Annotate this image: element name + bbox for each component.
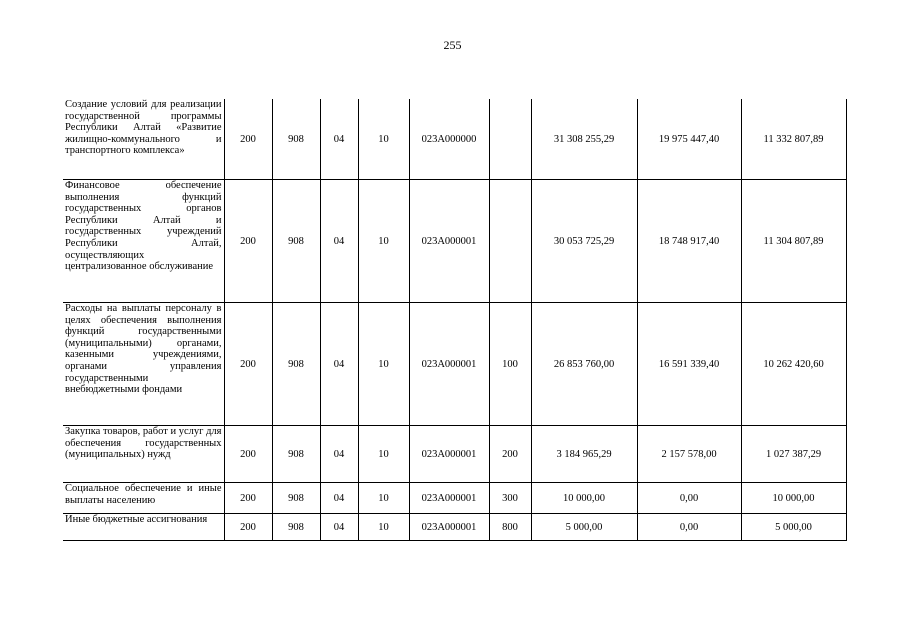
cell-code-1: 200 [224, 180, 272, 303]
cell-code-4: 10 [358, 99, 409, 180]
row-description: Иные бюджетные ассигнования [63, 514, 224, 541]
cell-code-1: 200 [224, 483, 272, 514]
cell-amount-3: 5 000,00 [741, 514, 846, 541]
cell-expense-type: 100 [489, 303, 531, 426]
cell-expense-type [489, 180, 531, 303]
cell-expense-type: 800 [489, 514, 531, 541]
table-row [63, 426, 846, 483]
cell-code-3: 04 [320, 426, 358, 483]
table-row [63, 514, 846, 541]
cell-code-2: 908 [272, 303, 320, 426]
cell-code-4: 10 [358, 426, 409, 483]
cell-amount-2: 18 748 917,40 [637, 180, 741, 303]
table-row [63, 180, 846, 303]
cell-target-article: 023А000000 [409, 99, 489, 180]
cell-amount-1: 31 308 255,29 [531, 99, 637, 180]
cell-code-4: 10 [358, 303, 409, 426]
cell-expense-type: 200 [489, 426, 531, 483]
cell-amount-3: 10 000,00 [741, 483, 846, 514]
cell-code-2: 908 [272, 483, 320, 514]
cell-amount-1: 3 184 965,29 [531, 426, 637, 483]
cell-code-2: 908 [272, 514, 320, 541]
cell-target-article: 023А000001 [409, 514, 489, 541]
cell-code-3: 04 [320, 99, 358, 180]
table-row [63, 99, 846, 180]
cell-amount-3: 10 262 420,60 [741, 303, 846, 426]
cell-code-1: 200 [224, 303, 272, 426]
cell-code-4: 10 [358, 483, 409, 514]
cell-code-4: 10 [358, 514, 409, 541]
cell-code-1: 200 [224, 514, 272, 541]
cell-amount-3: 11 304 807,89 [741, 180, 846, 303]
cell-code-2: 908 [272, 180, 320, 303]
budget-table [63, 99, 847, 541]
cell-code-2: 908 [272, 426, 320, 483]
row-description: Закупка товаров, работ и услуг для обеспечения государственных (муниципальных) нужд [63, 426, 224, 483]
row-description: Финансовое обеспечение выполнения функций государственных органов Республики Алтай и государственных учреждений Республики Алтай, осуществляющих централизованное обслуживание [63, 180, 224, 303]
table-row [63, 483, 846, 514]
cell-code-2: 908 [272, 99, 320, 180]
cell-expense-type [489, 99, 531, 180]
cell-code-3: 04 [320, 303, 358, 426]
cell-expense-type: 300 [489, 483, 531, 514]
page-number: 255 [443, 38, 462, 52]
cell-amount-3: 1 027 387,29 [741, 426, 846, 483]
row-description: Социальное обеспечение и иные выплаты населению [63, 483, 224, 514]
cell-amount-2: 16 591 339,40 [637, 303, 741, 426]
cell-target-article: 023А000001 [409, 303, 489, 426]
cell-code-3: 04 [320, 180, 358, 303]
cell-code-1: 200 [224, 426, 272, 483]
cell-amount-3: 11 332 807,89 [741, 99, 846, 180]
cell-amount-1: 5 000,00 [531, 514, 637, 541]
cell-amount-2: 0,00 [637, 514, 741, 541]
cell-code-1: 200 [224, 99, 272, 180]
cell-amount-2: 19 975 447,40 [637, 99, 741, 180]
cell-target-article: 023А000001 [409, 426, 489, 483]
cell-target-article: 023А000001 [409, 483, 489, 514]
cell-amount-1: 10 000,00 [531, 483, 637, 514]
table-row [63, 303, 846, 426]
cell-amount-2: 2 157 578,00 [637, 426, 741, 483]
cell-code-3: 04 [320, 514, 358, 541]
row-description: Создание условий для реализации государственной программы Республики Алтай «Развитие жилищно-коммунального и транспортного комплекса» [63, 99, 224, 180]
cell-amount-1: 26 853 760,00 [531, 303, 637, 426]
cell-code-4: 10 [358, 180, 409, 303]
cell-target-article: 023А000001 [409, 180, 489, 303]
cell-amount-1: 30 053 725,29 [531, 180, 637, 303]
row-description: Расходы на выплаты персоналу в целях обеспечения выполнения функций государственными (муниципальными) органами, казенными учреждениями, органами управления государственными внебюджетными фондами [63, 303, 224, 426]
cell-code-3: 04 [320, 483, 358, 514]
cell-amount-2: 0,00 [637, 483, 741, 514]
